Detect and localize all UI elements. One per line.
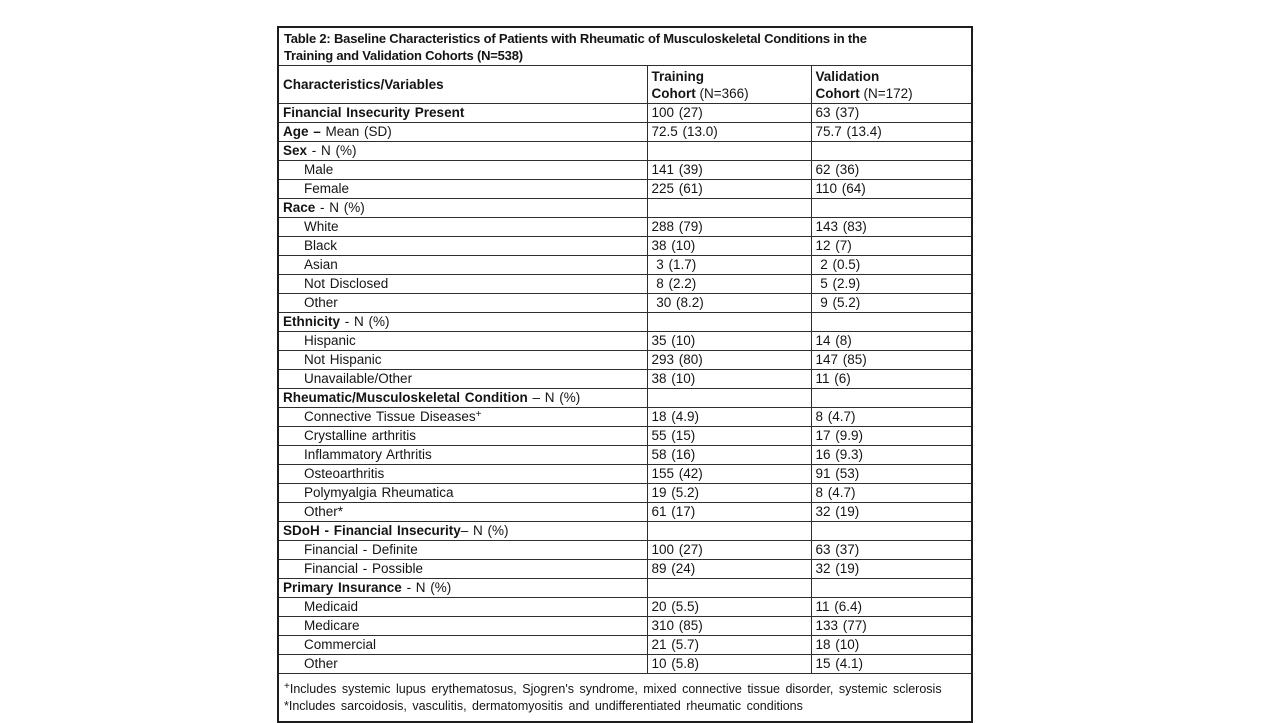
footnote-row xyxy=(278,674,972,723)
table-title-line-2: Training and Validation Cohorts (N=538) xyxy=(284,47,523,63)
validation-value: 62 (36) xyxy=(811,161,972,180)
table-row xyxy=(278,142,972,161)
row-label: Female xyxy=(278,180,647,199)
row-label: Rheumatic/Musculoskeletal Condition – N (%) xyxy=(278,389,647,408)
training-value: 58 (16) xyxy=(647,446,811,465)
validation-value: 32 (19) xyxy=(811,503,972,522)
validation-value: 15 (4.1) xyxy=(811,655,972,674)
training-value: 38 (10) xyxy=(647,237,811,256)
column-header-row xyxy=(278,66,972,104)
baseline-characteristics-table-container xyxy=(277,26,973,723)
row-label: Inflammatory Arthritis xyxy=(278,446,647,465)
row-label: Financial - Definite xyxy=(278,541,647,560)
row-label: Black xyxy=(278,237,647,256)
row-label: Other* xyxy=(278,503,647,522)
validation-value: 11 (6) xyxy=(811,370,972,389)
validation-value: 63 (37) xyxy=(811,541,972,560)
training-value: 38 (10) xyxy=(647,370,811,389)
validation-value: 17 (9.9) xyxy=(811,427,972,446)
column-header-validation: Validation Cohort (N=172) xyxy=(811,66,972,104)
row-label: Male xyxy=(278,161,647,180)
training-value: 89 (24) xyxy=(647,560,811,579)
training-value: 72.5 (13.0) xyxy=(647,123,811,142)
training-value: 10 (5.8) xyxy=(647,655,811,674)
validation-value: 2 (0.5) xyxy=(811,256,972,275)
validation-value: 32 (19) xyxy=(811,560,972,579)
table-row xyxy=(278,655,972,674)
table-row xyxy=(278,370,972,389)
validation-value: 110 (64) xyxy=(811,180,972,199)
table-row xyxy=(278,636,972,655)
row-label: Financial Insecurity Present xyxy=(278,104,647,123)
table-title-row xyxy=(278,27,972,66)
table-row xyxy=(278,332,972,351)
training-value: 3 (1.7) xyxy=(647,256,811,275)
table-row xyxy=(278,446,972,465)
training-value: 21 (5.7) xyxy=(647,636,811,655)
plus-superscript: + xyxy=(284,680,290,692)
table-row xyxy=(278,199,972,218)
training-value xyxy=(647,389,811,408)
row-label: Primary Insurance - N (%) xyxy=(278,579,647,598)
validation-value: 5 (2.9) xyxy=(811,275,972,294)
table-row xyxy=(278,389,972,408)
table-row xyxy=(278,123,972,142)
row-label: White xyxy=(278,218,647,237)
row-label: Osteoarthritis xyxy=(278,465,647,484)
training-value: 18 (4.9) xyxy=(647,408,811,427)
validation-value: 8 (4.7) xyxy=(811,484,972,503)
table-row xyxy=(278,294,972,313)
validation-value: 75.7 (13.4) xyxy=(811,123,972,142)
training-value: 20 (5.5) xyxy=(647,598,811,617)
table-row xyxy=(278,313,972,332)
table-row xyxy=(278,484,972,503)
training-value: 293 (80) xyxy=(647,351,811,370)
row-label: Age – Mean (SD) xyxy=(278,123,647,142)
table-row xyxy=(278,522,972,541)
validation-value xyxy=(811,313,972,332)
training-value: 310 (85) xyxy=(647,617,811,636)
validation-value: 63 (37) xyxy=(811,104,972,123)
row-label: Race - N (%) xyxy=(278,199,647,218)
table-row xyxy=(278,503,972,522)
training-value xyxy=(647,579,811,598)
training-value: 61 (17) xyxy=(647,503,811,522)
table-row xyxy=(278,541,972,560)
row-label: Crystalline arthritis xyxy=(278,427,647,446)
validation-value: 18 (10) xyxy=(811,636,972,655)
table-row xyxy=(278,275,972,294)
training-value xyxy=(647,142,811,161)
row-label: Not Hispanic xyxy=(278,351,647,370)
validation-value: 14 (8) xyxy=(811,332,972,351)
row-label: Asian xyxy=(278,256,647,275)
table-row xyxy=(278,218,972,237)
row-label: Sex - N (%) xyxy=(278,142,647,161)
validation-value xyxy=(811,199,972,218)
training-value: 100 (27) xyxy=(647,104,811,123)
training-value: 19 (5.2) xyxy=(647,484,811,503)
table-row xyxy=(278,598,972,617)
row-label: Polymyalgia Rheumatica xyxy=(278,484,647,503)
table-body xyxy=(278,104,972,674)
table-row xyxy=(278,465,972,484)
row-label: Connective Tissue Diseases+ xyxy=(278,408,647,427)
column-header-characteristics: Characteristics/Variables xyxy=(278,66,647,104)
training-value: 8 (2.2) xyxy=(647,275,811,294)
baseline-characteristics-table xyxy=(277,26,973,723)
table-row xyxy=(278,351,972,370)
row-label: Commercial xyxy=(278,636,647,655)
training-value xyxy=(647,313,811,332)
training-value: 225 (61) xyxy=(647,180,811,199)
validation-value xyxy=(811,142,972,161)
table-row xyxy=(278,180,972,199)
table-row xyxy=(278,408,972,427)
validation-value xyxy=(811,389,972,408)
training-value: 100 (27) xyxy=(647,541,811,560)
row-label: Medicaid xyxy=(278,598,647,617)
training-value xyxy=(647,199,811,218)
training-value: 30 (8.2) xyxy=(647,294,811,313)
training-value: 288 (79) xyxy=(647,218,811,237)
validation-value xyxy=(811,579,972,598)
row-label: Ethnicity - N (%) xyxy=(278,313,647,332)
column-header-training: Training Cohort (N=366) xyxy=(647,66,811,104)
validation-value: 16 (9.3) xyxy=(811,446,972,465)
training-value: 55 (15) xyxy=(647,427,811,446)
table-row xyxy=(278,161,972,180)
table-row xyxy=(278,560,972,579)
validation-value xyxy=(811,522,972,541)
training-value xyxy=(647,522,811,541)
row-label: SDoH - Financial Insecurity– N (%) xyxy=(278,522,647,541)
row-label: Unavailable/Other xyxy=(278,370,647,389)
validation-value: 91 (53) xyxy=(811,465,972,484)
row-label: Not Disclosed xyxy=(278,275,647,294)
table-row xyxy=(278,427,972,446)
table-row xyxy=(278,104,972,123)
validation-value: 8 (4.7) xyxy=(811,408,972,427)
validation-value: 9 (5.2) xyxy=(811,294,972,313)
row-label: Other xyxy=(278,294,647,313)
training-value: 155 (42) xyxy=(647,465,811,484)
training-value: 141 (39) xyxy=(647,161,811,180)
footnote xyxy=(278,674,972,723)
validation-value: 143 (83) xyxy=(811,218,972,237)
table-row xyxy=(278,237,972,256)
row-label: Medicare xyxy=(278,617,647,636)
table-row xyxy=(278,617,972,636)
training-value: 35 (10) xyxy=(647,332,811,351)
table-row xyxy=(278,579,972,598)
validation-value: 12 (7) xyxy=(811,237,972,256)
row-label: Other xyxy=(278,655,647,674)
validation-value: 11 (6.4) xyxy=(811,598,972,617)
row-label: Hispanic xyxy=(278,332,647,351)
table-row xyxy=(278,256,972,275)
row-label: Financial - Possible xyxy=(278,560,647,579)
table-title xyxy=(278,27,972,66)
footnote-line-1: +Includes systemic lupus erythematosus, Sjogren's syndrome, mixed connective tissue disorder, systemic sclerosis xyxy=(284,680,942,696)
footnote-line-2: *Includes sarcoidosis, vasculitis, dermatomyositis and undifferentiated rheumatic conditions xyxy=(284,698,803,713)
validation-value: 133 (77) xyxy=(811,617,972,636)
validation-value: 147 (85) xyxy=(811,351,972,370)
table-title-line-1: Table 2: Baseline Characteristics of Patients with Rheumatic of Musculoskeletal Conditions in the xyxy=(284,30,867,46)
